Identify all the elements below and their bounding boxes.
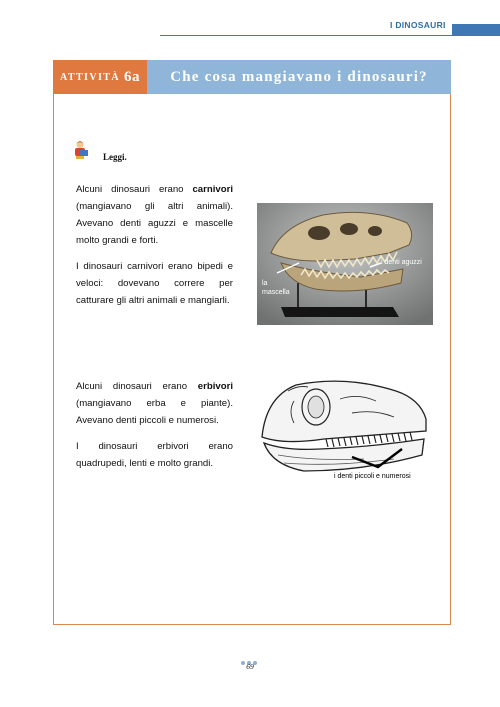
- activity-title: Che cosa mangiavano i dinosauri?: [147, 60, 451, 94]
- carnivores-paragraph-1: [76, 181, 233, 249]
- herbivores-keyword: erbivori: [197, 381, 233, 392]
- herbivores-text-start: Alcuni dinosauri erano: [76, 381, 198, 392]
- herbivore-skull-drawing: [254, 373, 432, 503]
- reading-child-icon: [72, 140, 92, 160]
- running-head: I DINOSAURI: [390, 20, 446, 30]
- page-number: 69: [246, 662, 254, 671]
- herbivores-paragraph-2: I dinosauri erbivori erano quadrupedi, lenti e molto grandi.: [76, 441, 233, 469]
- small-teeth-label: i denti piccoli e numerosi: [334, 473, 411, 480]
- teeth-label: i denti aguzzi: [381, 259, 422, 266]
- carnivores-keyword: carnivori: [192, 184, 233, 195]
- carnivores-paragraph-2: I dinosauri carnivori erano bipedi e veloci: dovevano correre per catturare gli altri animali e mangiarli.: [76, 261, 233, 306]
- activity-frame: [53, 60, 451, 625]
- instruction-label: Leggi.: [103, 152, 127, 162]
- herbivores-paragraph-1: [76, 378, 233, 429]
- jaw-label-line-1: la: [262, 280, 268, 287]
- herbivores-text-end: (mangiavano erba e piante). Avevano denti piccoli e numerosi.: [76, 398, 233, 426]
- jaw-label-line-2: mascella: [262, 289, 290, 296]
- carnivore-skull-photo: [257, 203, 433, 325]
- header-bar: [452, 24, 500, 36]
- activity-label-text: ATTIVITÀ: [60, 71, 120, 83]
- jaw-label: [262, 279, 290, 297]
- activity-number: 6a: [123, 68, 140, 85]
- activity-label: [53, 60, 147, 94]
- carnivores-text-start: Alcuni dinosauri erano: [76, 184, 193, 195]
- carnivores-text-end: (mangiavano gli altri animali). Avevano denti aguzzi e mascelle molto grandi e forti.: [76, 201, 233, 246]
- header-rule: [160, 35, 452, 36]
